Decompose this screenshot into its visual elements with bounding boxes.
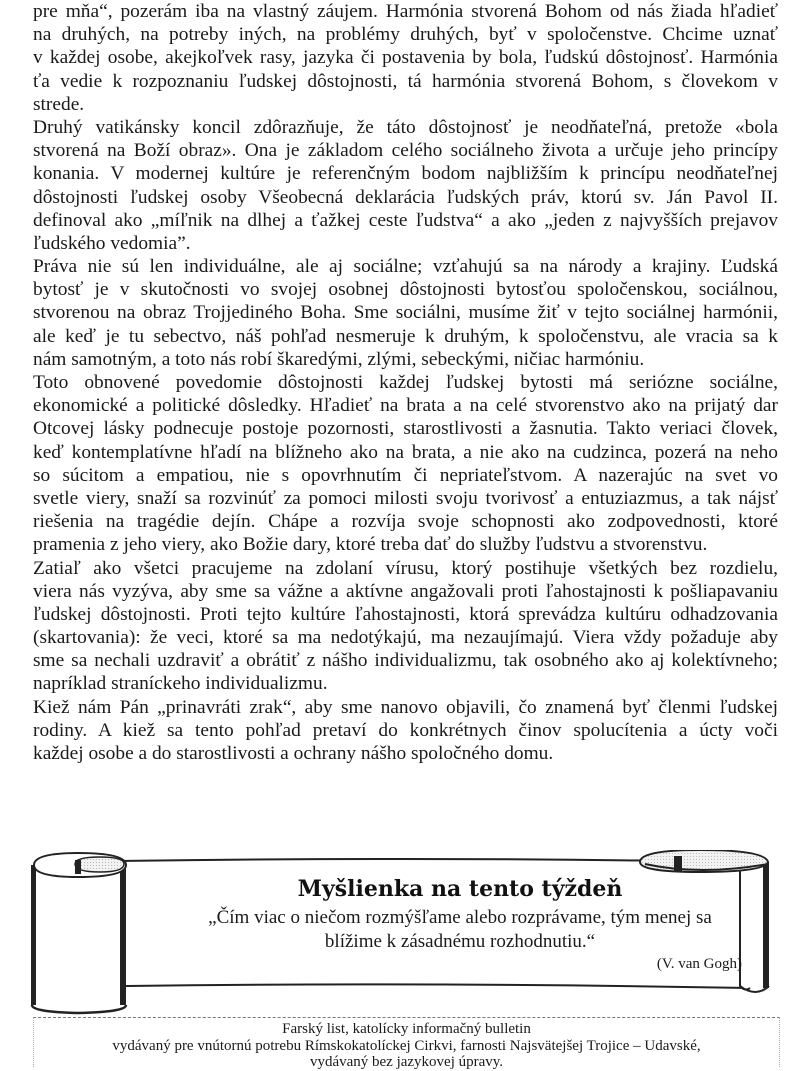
text-line: každej osobe a do starostlivosti a ochrany nášho spoločného domu. bbox=[33, 743, 554, 764]
text-line: stvorená na Boží obraz». Ona je základom celého sociálneho života a určuje jeho princípy bbox=[33, 140, 778, 162]
footer-line: vydávaný pre vnútornú potrebu Rímskokatolíckej Cirkvi, farnosti Najsvätejšej Trojice – Udavské, bbox=[112, 1037, 701, 1054]
text-line: (skartovania): že veci, ktoré sa ma nedotýkajú, ma nezaujímajú. Viera vždy požaduje aby bbox=[33, 627, 778, 649]
text-line: bytosť je v skutočnosti vo svojej osobnej dôstojnosti bytosťou spoločenskou, sociálnou, bbox=[33, 279, 778, 301]
quote-text bbox=[160, 906, 760, 954]
text-line: definoval ako „míľnik na dlhej a ťažkej ceste ľudstva“ a ako „jeden z najvyšších prejavov bbox=[33, 209, 778, 231]
text-line: Zatiaľ ako všetci pracujeme na zdolaní vírusu, ktorý postihuje všetkých bez rozdielu, bbox=[33, 557, 778, 579]
text-line: viera nás vyzýva, aby sme sa vážne a aktívne angažovali proti ľahostajnosti k pošliapavaniu bbox=[33, 580, 778, 602]
text-line: ekonomické a politické dôsledky. Hľadieť na brata a na celé stvorenstvo ako na prijatý dar bbox=[33, 395, 778, 417]
text-line: strede. bbox=[33, 93, 85, 115]
text-line: pramenia z jeho viery, ako Božie dary, ktoré treba dať do služby ľudstvu a stvorenstvu. bbox=[33, 534, 708, 556]
text-line: pre mňa“, pozerám iba na vlastný záujem. Harmónia stvorená Bohom od nás žiada hľadieť bbox=[33, 1, 778, 22]
text-line: nám samotným, a toto nás robí škaredými, zlými, sebeckými, ničiac harmóniu. bbox=[33, 348, 645, 370]
text-line: na druhých, na potreby iných, na problémy druhých, byť v spoločenstve. Chcime uznať bbox=[33, 24, 778, 46]
footer-line: vydávaný bez jazykovej úpravy. bbox=[309, 1054, 504, 1070]
text-line: v každej osobe, akejkoľvek rasy, jazyka či postavenia by bola, ľudskú dôstojnosť. Harmónia bbox=[33, 47, 778, 69]
text-line: ťa vedie k rozpoznaniu ľudskej dôstojnosti, tá harmónia stvorená Bohom, s človekom v bbox=[33, 70, 778, 92]
text-line: Otcovej lásky podnecuje postoje pozornosti, starostlivosti a žasnutia. Takto veriaci človek, bbox=[33, 418, 778, 440]
text-line: Kiež nám Pán „prinavráti zrak“, aby sme nanovo objavili, čo znamená byť členmi ľudskej bbox=[33, 696, 778, 718]
text-line: Práva nie sú len individuálne, ale aj sociálne; vzťahujú sa na národy a krajiny. Ľudská bbox=[33, 256, 778, 278]
quote-line: blížime k zásadnému rozhodnutiu.“ bbox=[324, 931, 596, 952]
text-line: keď kontemplatívne hľadí na blížneho ako na brata, a nie ako na cudzinca, pozerá na neho bbox=[33, 441, 778, 463]
quote-title: Myšlienka na tento týždeň bbox=[297, 876, 623, 902]
text-line: svetle viery, snaží sa rozvinúť za pomoci milosti svoju tvorivosť a entuziazmus, a tak nájsť bbox=[33, 487, 778, 509]
text-line: konania. V modernej kultúre je referenčným bodom najbližším k princípu neodňateľnej bbox=[33, 163, 778, 185]
footer-colophon bbox=[33, 1017, 780, 1070]
footer-line: Farský list, katolícky informačný bulletin bbox=[282, 1021, 531, 1037]
text-line: Druhý vatikánsky koncil zdôrazňuje, že táto dôstojnosť je neodňateľná, pretože «bola bbox=[33, 116, 778, 138]
text-line: riešenia na tragédie dejín. Chápe a rozvíja svoje schopnosti ako zodpovednosti, ktoré bbox=[33, 511, 778, 533]
text-line: Toto obnovené povedomie dôstojnosti každej ľudskej bytosti má seriózne sociálne, bbox=[33, 372, 778, 393]
text-line: ale keď je tu sebectvo, náš pohľad nesmeruje k druhým, k spoločenstvu, ale vracia sa k bbox=[33, 325, 778, 347]
text-line: dôstojnosti ľudskej osoby Všeobecná deklarácia ľudských práv, ktorú sv. Ján Pavol II. bbox=[33, 186, 778, 208]
quote-line: „Čím viac o niečom rozmýšľame alebo rozprávame, tým menej sa bbox=[208, 907, 712, 928]
text-line: stvorenou na obraz Trojjediného Boha. Sme sociálni, musíme žiť v tejto sociálnej harmónii, bbox=[33, 302, 778, 324]
text-line: ľudského vedomia”. bbox=[33, 232, 191, 254]
text-line: rodiny. A kiež sa tento pohľad pretaví do konkrétnych činov spolucítenia a úcty voči bbox=[33, 719, 778, 741]
text-line: napríklad straníckeho individualizmu. bbox=[33, 673, 328, 695]
article-body bbox=[33, 0, 778, 765]
quote-author: (V. van Gogh) bbox=[656, 956, 742, 972]
text-line: sme sa nechali uzdraviť a obrátiť z nášho individualizmu, tak osobného ako aj kolektívneho; bbox=[33, 650, 778, 672]
text-line: ľudskej dôstojnosti. Proti tejto kultúre ľahostajnosti, ktorá sprevádza kultúru odhadzovania bbox=[33, 603, 778, 625]
text-line: so súcitom a empatiou, nie s opovrhnutím či nepriateľstvom. A nazerajúc na svet vo bbox=[33, 464, 778, 486]
